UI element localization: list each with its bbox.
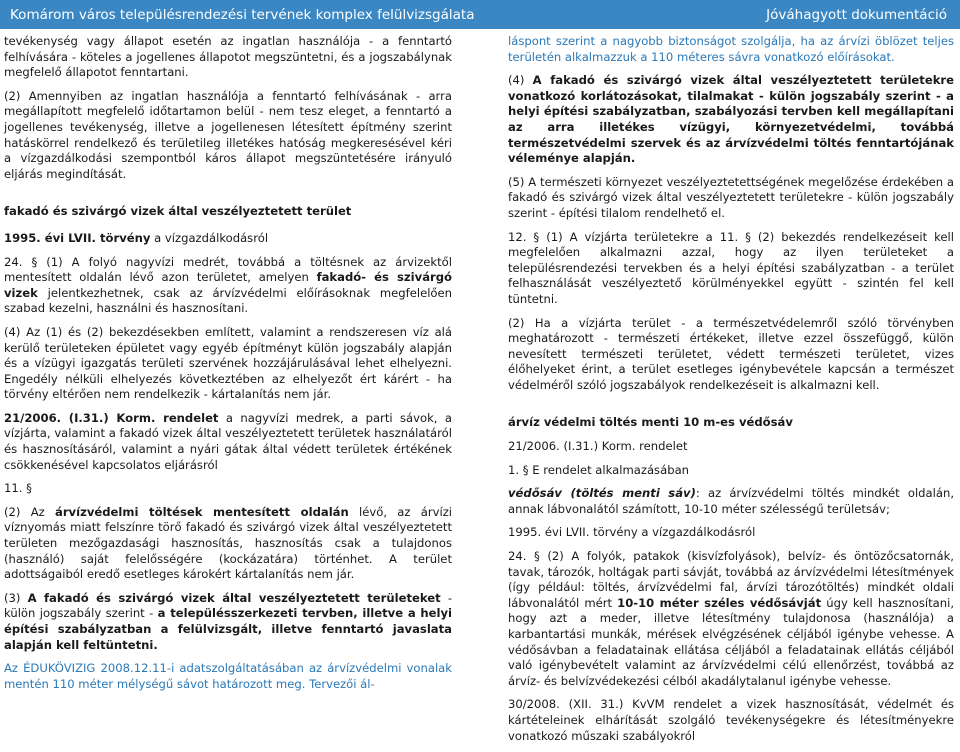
definition-term: védősáv (töltés menti sáv) (508, 486, 696, 501)
blue-note: Az ÉDUKÖVIZIG 2008.12.11-i adatszolgáltatásában az árvízvédelmi vonalak mentén 110 méter mélységű sávot határozott meg. Tervezői ál- (4, 661, 452, 691)
document-title: Komárom város településrendezési tervének komplex felülvizsgálata (10, 6, 475, 23)
text: úgy kell hasznosítani, hogy azt a meder, illetve létesítmény tulajdonosa (használója) a karbantartási munkák, mérések elvégzésének céljából igénybe vehesse. A védősávban a feladatainak ellátása céljából a feladatainak ellátás céljából való igénybevételt valamint az árvízvédelmi célú ellenőrzést, továbbá az árvíz- és belvízvédekezési célból akadálytalanul igénybe vehesse. (508, 595, 955, 688)
page-header (0, 0, 960, 29)
spacer (508, 401, 954, 415)
paragraph: 12. § (1) A vízjárta területekre a 11. § (2) bekezdés rendelkezéseit kell megfelelően alkalmazni azzal, hogy az ilyen területeket a településrendezési tervekben és a helyi építési szabályzatban - a terület felhasználását veszélyeztető körülményekkel együtt - szintén fel kell tüntetni. (508, 229, 954, 306)
text: jelentkezhetnek, csak az árvízvédelmi előírásoknak megfelelően szabad kezelni, használni és hasznosítani. (4, 285, 452, 316)
text: : az árvízvédelmi töltés mindkét oldalán, annak lábvonalától számított, 10-10 méter szélességű területsáv; (508, 486, 955, 516)
emphasis: árvízvédelmi töltések mentesített oldalán (55, 504, 349, 519)
paragraph (4, 255, 452, 317)
law-reference (4, 231, 452, 247)
text: a nagyvízi medrek, a parti sávok, a vízjárta, valamint a fakadó vizek által veszélyeztetett területek használatáról és hasznosításáról, valamint a nyári gátak által védett területek értékének csökkenésével kapcsolatos eljárásról (4, 410, 453, 472)
text: (3) (4, 590, 28, 605)
emphasis: 10-10 méter széles védősávját (617, 595, 822, 610)
text: 24. § (2) A folyók, patakok (kisvízfolyások), belvíz- és öntözőcsatornák, tavak, tározók, holtágak parti sávját, továbbá az árvízvédelmi létesítmények (így például: töltés, árvízvédelmi fal, árvízi tározótöltés) mindkét oldali lábvonalától mért (508, 549, 954, 610)
emphasis: A fakadó és szivárgó vizek által veszélyeztetett területekre vonatkozó korlátozásokat, tilalmakat - külön jogszabály szerint - a helyi építési szabályzatban, szabályozási tervben kell megállapítani az arra illetékes vízügyi, környezetvédelmi, továbbá természetvédelmi szervek és az árvízvédelmi töltés fenntartójának véleménye alapján. (508, 73, 954, 166)
paragraph: (4) Az (1) és (2) bekezdésekben említett, valamint a rendszeresen víz alá kerülő területeken épületet vagy egyéb építményt külön jogszabály alapján és a vízügyi igazgatás területi szervének hozzájárulásával lehet elhelyezni. Engedély nélküli elhelyezés következtében az elhelyezőt ért kárért - ha törvény eltérően nem rendelkezik - kártalanítás nem jár. (4, 324, 452, 402)
section-heading: fakadó és szivárgó vizek által veszélyeztetett terület (4, 204, 352, 219)
paragraph: 30/2008. (XII. 31.) KvVM rendelet a vizek hasznosítását, védelmét és kártételeinek elhárítását szolgáló tevékenységekre és létesítményekre vonatkozó műszaki szabályokról (508, 697, 954, 743)
law-reference: 1. § E rendelet alkalmazásában (508, 462, 690, 477)
law-title: 21/2006. (I.31.) Korm. rendelet (4, 410, 219, 425)
law-subject: a vízgazdálkodásról (150, 230, 269, 245)
paragraph: tevékenység vagy állapot esetén az ingatlan használója - a fenntartó felhívására - köteles a jogellenes állapotot megszüntetni, és a jogszabálynak megfelelő állapotot fenntartani. (4, 34, 452, 80)
paragraph: (2) Amennyiben az ingatlan használója a fenntartó felhívásának - arra megállapított megfelelő időtartamon belül - nem tesz eleget, a fenntartó a jogellenes tevékenység, illetve a jogellenesen létesített építmény szerint hatáskörrel rendelkező és területileg illetékes hatóság megkeresésével kéri a vízgazdálkodási szempontból káros állapot megszüntetésére irányuló eljárás megindítását. (4, 88, 452, 181)
paragraph (508, 486, 954, 517)
paragraph (508, 549, 954, 689)
right-column (508, 34, 954, 752)
law-title: 1995. évi LVII. törvény (4, 230, 151, 245)
document-status: Jóváhagyott dokumentáció (766, 6, 947, 23)
emphasis: fakadó- és szivárgó vizek (4, 270, 452, 300)
blue-note: láspont szerint a nagyobb biztonságot szolgálja, ha az árvízi öblözet teljes területén alkalmazzuk a 110 méteres sávra vonatkozó előírásokat. (508, 34, 954, 64)
section-heading: árvíz védelmi töltés menti 10 m-es védősáv (508, 415, 793, 430)
left-column (4, 34, 452, 700)
spacer (4, 190, 452, 204)
law-reference: 1995. évi LVII. törvény a vízgazdálkodásról (508, 525, 756, 540)
text: - külön jogszabály szerint - (4, 590, 452, 621)
text: (2) Az (4, 504, 55, 519)
text: lévő, az árvízi víznyomás miatt felszínre törő fakadó és szivárgó vizek által veszélyeztetett területen mezőgazdasági hasznosítás, hasznosítás csak a tulajdonos (használó) saját felelősségére (kockázatára) történhet. A terület adottságaiból eredő esetleges károkért kártalanítás nem jár. (4, 504, 453, 582)
paragraph (4, 505, 452, 583)
paragraph: (5) A természeti környezet veszélyeztetettségének megelőzése érdekében a fakadó és szivárgó vizek által veszélyeztetett területekre - külön jogszabály szerint - építési tilalom rendelhető el. (508, 174, 954, 220)
paragraph: (2) Ha a vízjárta terület - a természetvédelemről szóló törvényben meghatározott - természeti értékeket, illetve ezzel összefüggő, külön nevesített természeti területet, védett természeti területet, vizes élőhelyeket érint, a terület esetleges igénybevétele kapcsán a természet védelméről szóló jogszabályok rendelkezéseit is alkalmazni kell. (508, 315, 954, 392)
paragraph (508, 73, 954, 167)
paragraph (4, 591, 452, 653)
emphasis: A fakadó és szivárgó vizek által veszélyeztetett területeket (27, 590, 441, 605)
text: (4) (508, 73, 533, 88)
text: 24. § (1) A folyó nagyvízi medrét, továbbá a töltésnek az árvizektől mentesített oldalán lévő azon területet, amelyen (4, 254, 452, 285)
spacer (4, 223, 452, 231)
law-reference: 21/2006. (I.31.) Korm. rendelet (508, 439, 688, 454)
emphasis: a településszerkezeti tervben, illetve a helyi építési szabályzatban a felülvizsgált, illetve fenntartó javaslata alapján kell feltüntetni. (4, 606, 452, 652)
section-number: 11. § (4, 481, 32, 496)
paragraph (4, 411, 452, 473)
